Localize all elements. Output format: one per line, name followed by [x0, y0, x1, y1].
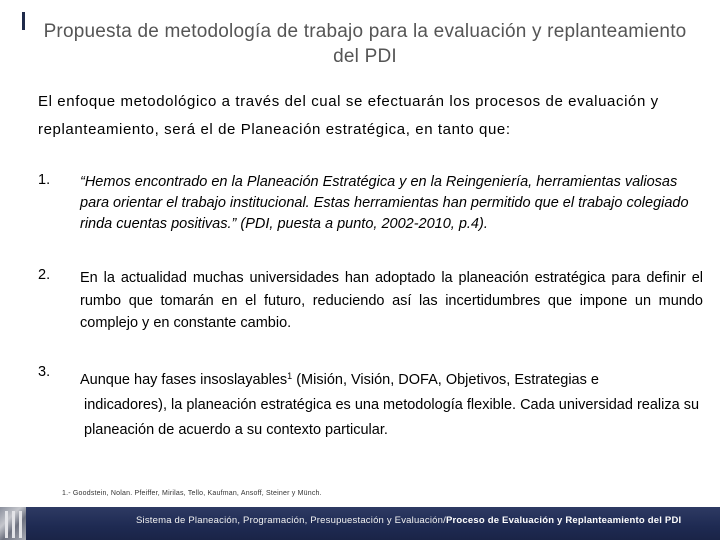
list-item-text-rest: indicadores), la planeación estratégica es una metodología flexible. Cada universidad realiza su planeación de acuerdo a su contexto particular. [84, 397, 700, 438]
footer-process-label: Proceso de Evaluación y Replanteamiento del PDI [445, 515, 682, 526]
list-item-number: 1. [38, 172, 51, 188]
list-item-text-start: Aunque hay fases insoslayables [80, 372, 288, 388]
footnote: 1.- Goodstein, Nolan. Pfeiffer, Mirilas, Tello, Kaufman, Ansoff, Steiner y Münch. [62, 490, 322, 497]
list-item-text [80, 364, 703, 443]
footer-system-label: Sistema de Planeación, Programación, Presupuestación y Evaluación/ [136, 515, 446, 526]
list-item-text: En la actualidad muchas universidades han adoptado la planeación estratégica para definir el rumbo que tomarán en el futuro, reduciendo así las incertidumbres que impone un mundo complejo y en constante cambio. [80, 270, 703, 331]
list-item-number: 3. [38, 364, 51, 380]
list-item-number: 2. [38, 267, 51, 283]
footer-text [136, 515, 716, 526]
list-item-text: “Hemos encontrado en la Planeación Estratégica y en la Reingeniería, herramientas valiosas para orientar el trabajo institucional. Estas herramientas han permitido que el trabajo colegiado rinda cuentas positivas.” (PDI, puesta a punto, 2002-2010, p.4). [80, 174, 689, 232]
footer-building-image [0, 507, 26, 540]
page-title: Propuesta de metodología de trabajo para la evaluación y replanteamiento del PDI [43, 21, 687, 67]
title-accent-bar [22, 12, 25, 30]
list-item-text-continued: (Misión, Visión, DOFA, Objetivos, Estrategias e [292, 372, 599, 388]
intro-paragraph: El enfoque metodológico a través del cual se efectuarán los procesos de evaluación y replanteamiento, será el de Planeación estratégica, en tanto que: [38, 93, 659, 138]
footer-bar [0, 507, 720, 540]
footnote-marker: 1 [287, 371, 293, 381]
